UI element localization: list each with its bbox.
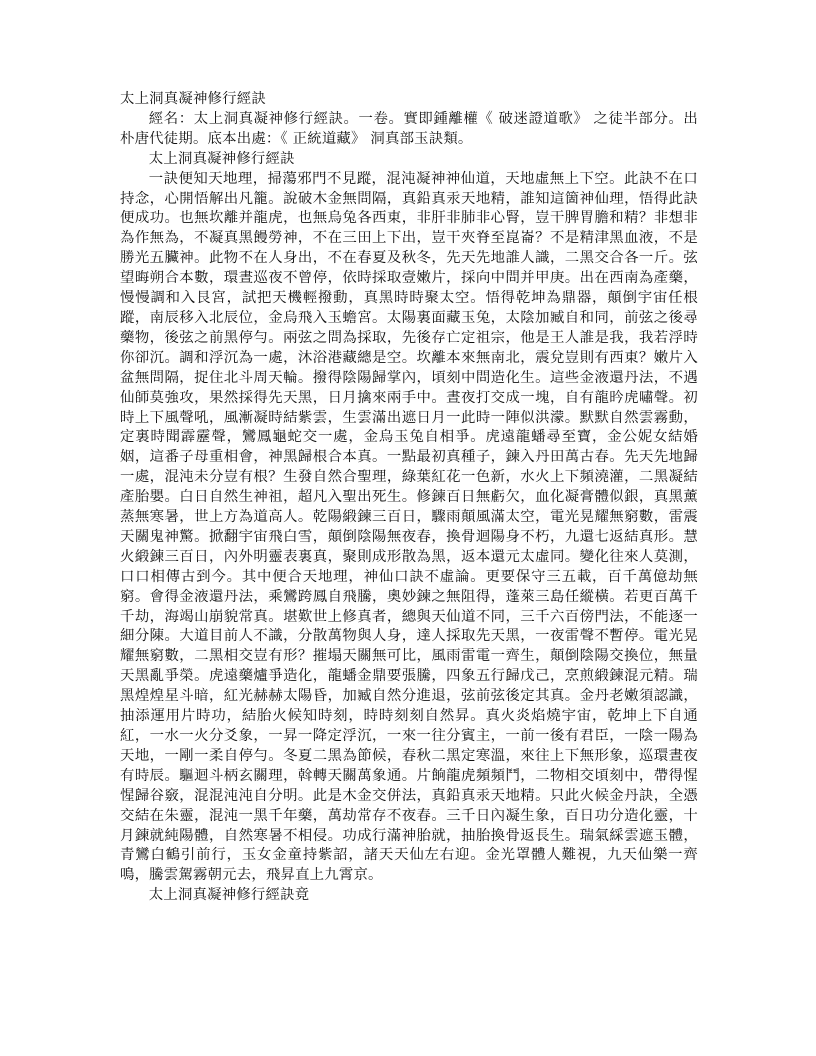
subtitle: 太上洞真凝神修行經訣 (148, 150, 295, 167)
closing-line: 太上洞真凝神修行經訣竟 (148, 887, 310, 904)
document-title: 太上洞真凝神修行經訣 (120, 91, 266, 107)
body-paragraph: 一訣便知天地理，掃蕩邪門不見蹤，混沌凝神神仙道，天地虛無上下空。此訣不在口持念，心開悟解出凡籠。說破木金無問隔，真鉛真汞天地精，誰知這箇神仙理，悟得此訣便成功。也無坎離并龍虎，也無烏兔各西東，非肝非肺非心腎，豈干脾胃膽和精？非想非為作無為，不凝真黑饅勞神，不在三田上下出，豈干夾脊至崑崙？不是精津黑血液，不是勝光五臟神。此物不在人身出，不在春夏及秋冬，先天先地誰人識，二黑交合各一斤。弦望晦朔合本數，環晝巡夜不曾停，依時採取壹嫩片，採向中問并甲庚。出在西南為產藥，慢慢調和入艮宮，試把天機輕撥動，真黑時時聚太空。悟得乾坤為鼎器，顛倒宇宙任根蹤，南辰移入北辰位，金烏飛入玉蟾宮。太陽裏面藏玉兔，太陰加臧自和同，前弦之後尋藥物，後弦之前黑停勻。兩弦之問為採取，先後存亡定祖宗，他是王人誰是我，我若浮時你卻沉。調和浮沉為一處，沐浴港藏總是空。坎離本來無南北，震兌豈則有西東？嫩片入盆無問隔，捉住北斗周天輪。撥得陰陽歸掌內，頃刻中問造化生。這些金液還丹法，不遇仙師莫強攻，果然採得先天黑，日月擒來兩手中。晝夜打交成一塊，自有龍昑虎嘯聲。初時上下風聲吼，風漸凝時結紫雲，生雲滿出遮日月一此時一陣似洪濛。默默自然雲霧動，定裏時聞霹靂聲，鸞鳳龜蛇交一處，金烏玉兔自相爭。虎遠龍蟠尋至寶，金公妮女結婚姻，這番子母重相會，神黑歸根合本真。一點最初真種子，鍊入丹田萬古春。先天先地歸一處，混沌未分豈有根？生發自然合聖理，綠葉紅花一色新，水火上下頻澆灌，二黑凝結產胎嬰。白日自然生神祖，超凡入聖出死生。修鍊百日無虧欠，血化凝膏體似銀，真黑薰蒸無寒暑，世上方為道高人。乾陽緞鍊三百日，驟雨顛風滿太空，電光晃耀無窮數，雷震天關鬼神驚。掀翻宇宙飛白雪，顛倒陰陽無夜春，換骨迴陽身不朽，九還七返結真形。慧火緞鍊三百日，內外明靈表裏真，聚則成形散為黑，返本還元太虛同。變化往來人莫測，口口相傳古到今。其中便合天地理，神仙口訣不虛論。更要保守三五載，百千萬億劫無窮。會得金液還丹法，乘鸞跨鳳自飛騰，奧妙鍊之無阻得，蓬萊三島任縱橫。若更百萬千千劫，海竭山崩貌常真。堪歎世上修真者，總與天仙道不同，三千六百傍門法，不能逐一細分陳。大道目前人不識，分散萬物與人身，達人採取先天黑，一夜雷聲不暫停。電光晃耀無窮數，二黑相交豈有形？摧塌天關無可比，風雨雷電一齊生，顛倒陰陽交換位，無量天黑亂爭榮。虎遠藥爐爭造化，龍蟠金鼎要張騰，四象五行歸戊己，烹煎緞鍊混元精。瑞黑煌煌星斗暗，紅光赫赫太陽昏，加臧自然分進退，弦前弦後定其真。金丹老嫩須認識，抽添運用片時功，結胎火候知時刻，時時刻刻自然昇。真火炎焰燒宇宙，乾坤上下自通紅，一水一火分爻象，一昇一降定浮沉，一來一往分賓主，一前一後有君臣，一陰一陽為天地，一剛一柔自停勻。冬夏二黑為節候，春秋二黑定寒溫，來往上下無形象，巡環晝夜有時辰。驅迴斗柄玄關理，斡轉天關萬象通。片餉龍虎頻頻鬥，二物相交頃刻中，帶得惺惺歸谷竅，混混沌沌自分明。此是木金交併法，真鉛真汞天地精。只此火候金丹訣，全憑交結在朱靈，混沌一黑千年藥，萬劫常存不夜春。三千日內凝生象，百日功分造化靈，十月鍊就純陽體，自然寒暑不相侵。功成行滿神胎就，抽胎換骨返長生。瑞氣綵雲遮玉體，青鸞白鶴引前行，玉女金童持紫詔，諸天天仙左右迎。金光罩體人難視，九天仙樂一齊鳴，騰雲駕霧朝元去，飛昇直上九霄京。 (120, 170, 698, 884)
meta-paragraph: 經名：太上洞真凝神修行經訣。一卷。實即鍾離權《 破迷證道歌》 之徒半部分。出朴唐代徒期。底本出處：《 正統道藏》 洞真部玉訣類。 (120, 110, 698, 147)
document-page (120, 90, 698, 906)
